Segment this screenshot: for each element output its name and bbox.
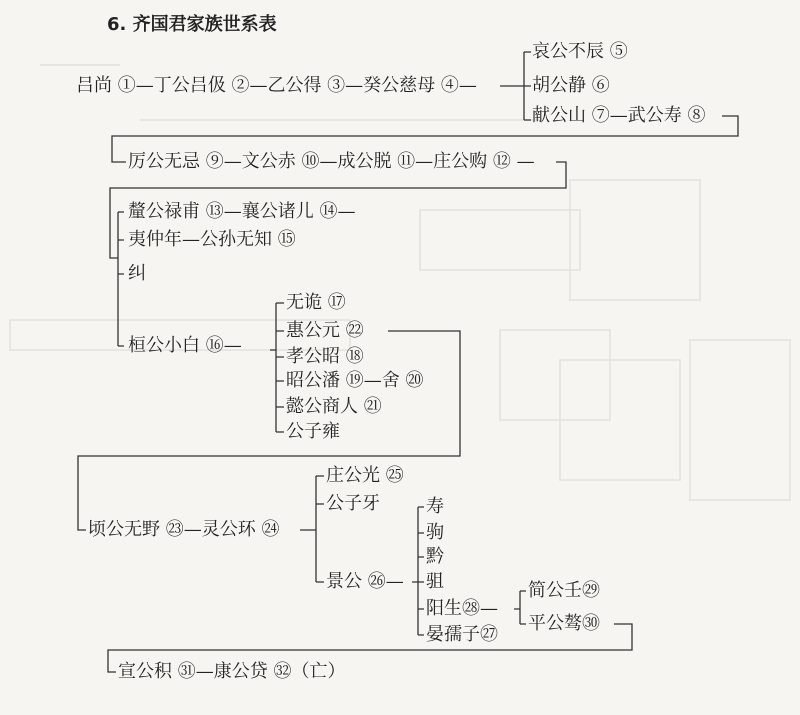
node-li-gong-line: 厉公无忌 ⑨—文公赤 ⑩—成公脱 ⑪—庄公购 ⑫ —: [128, 151, 535, 172]
page-title: 6. 齐国君家族世系表: [107, 14, 277, 35]
node-yi-gong: 懿公商人 ㉑: [286, 396, 382, 417]
node-ping-gong: 平公骜㉚: [528, 613, 600, 634]
node-gongzi-yong: 公子雍: [286, 421, 340, 442]
node-ju: 驹: [426, 522, 444, 543]
node-jiu: 纠: [128, 263, 146, 284]
node-xian-gong: 献公山 ⑦—武公寿 ⑧: [532, 105, 706, 126]
node-gongzi-ya: 公子牙: [326, 493, 380, 514]
node-qian: 黔: [426, 546, 444, 567]
node-huan-gong: 桓公小白 ⑯—: [128, 335, 242, 356]
node-zu: 驵: [426, 571, 444, 592]
node-qing-gong-line: 顷公无野 ㉓—灵公环 ㉔: [88, 519, 280, 540]
node-yi-zhongnian: 夷仲年—公孙无知 ⑮: [128, 229, 296, 250]
node-lushang-line: 吕尚 ①—丁公吕伋 ②—乙公得 ③—癸公慈母 ④—: [76, 75, 477, 96]
node-xiao-gong: 孝公昭 ⑱: [286, 346, 364, 367]
node-yan-ruzi: 晏孺子㉗: [426, 624, 498, 645]
node-wu-gui: 无诡 ⑰: [286, 292, 346, 313]
node-shou: 寿: [426, 496, 444, 517]
node-xuan-gong-line: 宣公积 ㉛—康公贷 ㉜（亡）: [118, 661, 346, 682]
node-zhao-gong: 昭公潘 ⑲—舍 ⑳: [286, 370, 424, 391]
node-hu-gong: 胡公静 ⑥: [532, 75, 610, 96]
node-xi-gong: 釐公禄甫 ⑬—襄公诸儿 ⑭—: [128, 201, 356, 222]
node-yang-sheng: 阳生㉘—: [426, 598, 498, 619]
node-hui-gong: 惠公元 ㉒: [286, 320, 364, 341]
node-zhuang-gong-guang: 庄公光 ㉕: [326, 465, 404, 486]
node-jian-gong: 简公壬㉙: [528, 580, 600, 601]
node-ai-gong: 哀公不辰 ⑤: [532, 41, 628, 62]
node-jing-gong: 景公 ㉖—: [326, 571, 404, 592]
